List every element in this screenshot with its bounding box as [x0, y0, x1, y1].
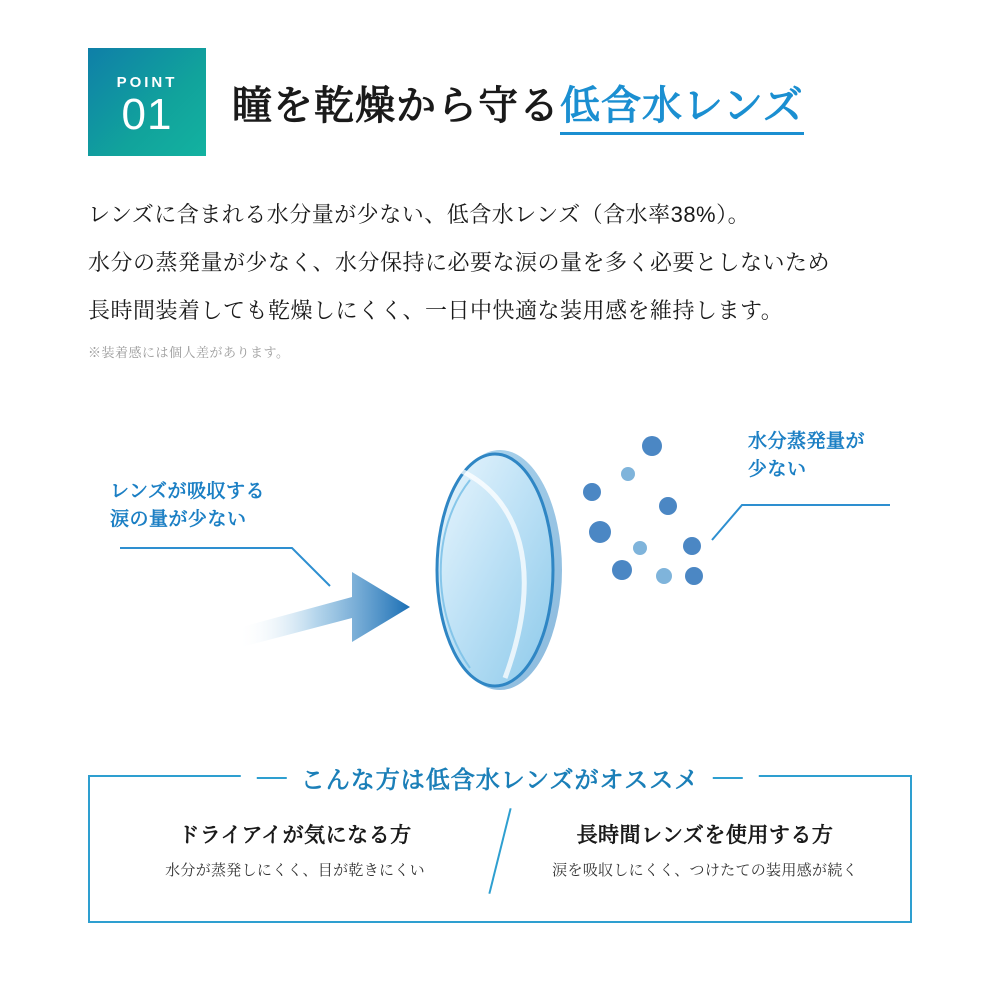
body-note: ※装着感には個人差があります。: [88, 345, 290, 361]
body-line-1: レンズに含まれる水分量が少ない、低含水レンズ（含水率38%）。: [88, 202, 751, 227]
tear-absorption-arrow: [238, 572, 410, 648]
recommend-column-2-heading: 長時間レンズを使用する方: [576, 823, 834, 847]
recommend-title-wrap: [241, 760, 759, 795]
recommend-column-2-description: 涙を吸収しにくく、つけたての装用感が続く: [552, 861, 858, 879]
callout-left-line-2: 涙の量が少ない: [110, 508, 247, 530]
body-line-2: 水分の蒸発量が少なく、水分保持に必要な涙の量を多く必要としないため: [88, 250, 831, 276]
point-badge: [88, 48, 206, 156]
recommend-dash-right: [713, 777, 743, 779]
page-title-main: 瞳を乾燥から守る: [232, 83, 560, 128]
callout-left-line-1: レンズが吸収する: [110, 481, 265, 502]
page-title: [232, 74, 804, 131]
left-callout-leader: [120, 548, 330, 586]
body-line-3: 長時間装着しても乾燥しにくく、一日中快適な装用感を維持します。: [88, 298, 784, 324]
callout-right-line-1: 水分蒸発量が: [748, 431, 866, 452]
recommend-column-1-heading: ドライアイが気になる方: [178, 823, 412, 847]
callout-right-line-2: 少ない: [748, 458, 807, 480]
right-callout-leader: [712, 505, 890, 540]
callout-left: [110, 478, 265, 533]
point-header: [88, 48, 804, 156]
contact-lens: [437, 450, 562, 690]
evaporation-dots: [583, 436, 703, 585]
point-badge-number: 01: [121, 89, 173, 139]
recommend-dash-left: [257, 777, 287, 779]
recommend-column-1: [90, 819, 500, 880]
callout-right: [748, 428, 865, 483]
recommend-column-2: [500, 819, 910, 880]
lens-illustration: [0, 400, 1000, 730]
recommend-title: こんな方は低含水レンズがオススメ: [300, 767, 700, 794]
body-copy: [88, 198, 918, 361]
recommend-column-1-description: 水分が蒸発しにくく、目が乾きにくい: [165, 861, 425, 879]
page-title-accent: 低含水レンズ: [560, 84, 804, 135]
point-badge-label: POINT: [116, 73, 178, 91]
recommend-box: [88, 767, 912, 923]
